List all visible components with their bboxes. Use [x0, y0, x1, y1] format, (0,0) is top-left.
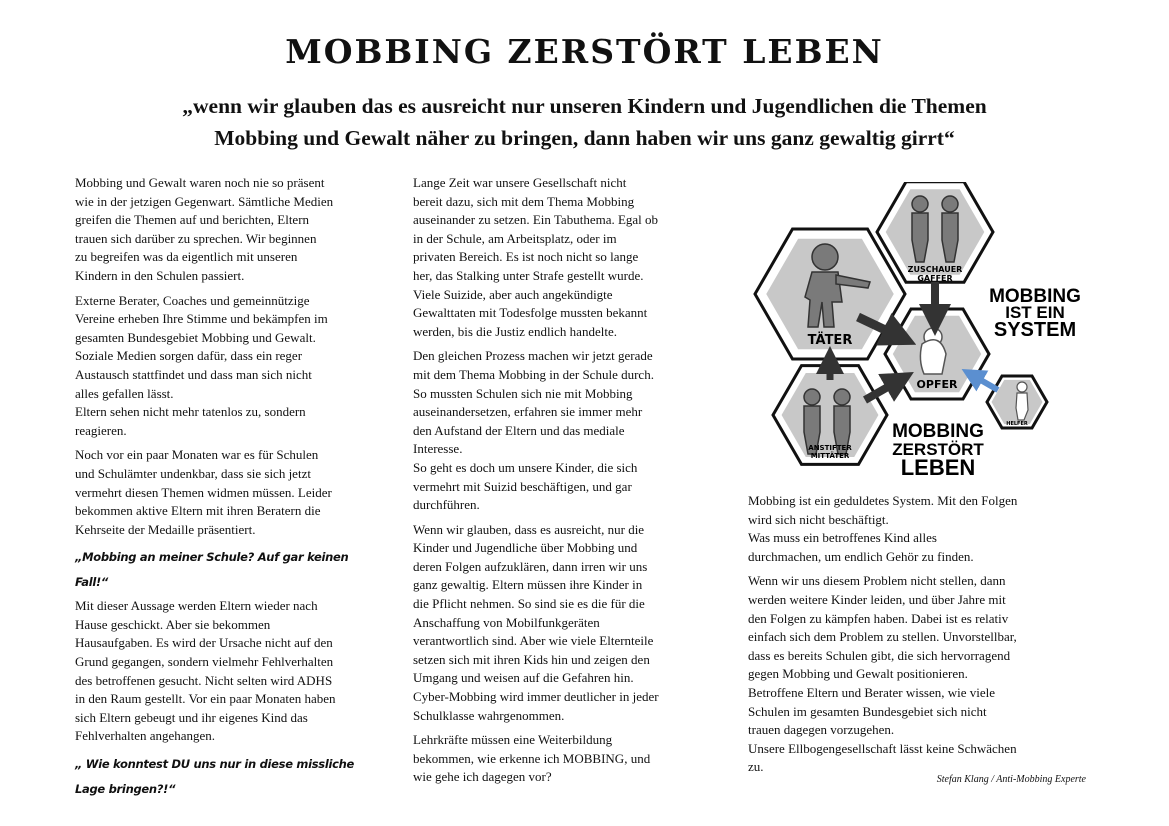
text-line: vermehrt mit Suizid beschäftigen, und gar	[413, 478, 632, 494]
label-helfer: HELFER	[1006, 421, 1028, 427]
text-line: setzen sich mit ihren Kids hin und zeigen den	[413, 651, 650, 667]
text-line: reagieren.	[75, 422, 127, 438]
paragraph	[413, 347, 733, 514]
slogan-system-line: SYSTEM	[993, 319, 1077, 341]
text-line: werden weitere Kinder leiden, und über Jahre mit	[748, 591, 1006, 607]
pull-quote	[75, 752, 400, 802]
text-line: Noch vor ein paar Monaten war es für Schulen	[75, 447, 319, 463]
text-line: Kinder und Jugendliche über Mobbing und	[413, 540, 638, 556]
paragraph	[748, 492, 1093, 566]
mobbing-system-diagram	[750, 182, 1090, 482]
subtitle-line: Mobbing und Gewalt näher zu bringen, dann haben wir uns ganz gewaltig girrt“	[214, 126, 955, 150]
text-line: sich Eltern gebeugt und ihr eigenes Kind das	[75, 709, 308, 725]
text-line: zu begreifen was da eigentlich mit unseren	[75, 249, 298, 265]
text-line: werden, bis die Justiz endlich handelte.	[413, 323, 617, 339]
slogan-system-line: IST EIN	[1005, 303, 1065, 322]
text-line: Anschaffung von Mobilfunkgeräten	[413, 614, 600, 630]
helper-figure-icon	[1016, 382, 1028, 420]
text-line: Hause geschickt. Aber sie bekommen	[75, 616, 271, 632]
text-line: den Aufstand der Eltern und das mediale	[413, 422, 625, 438]
label-zuschauer: ZUSCHAUER	[907, 265, 963, 274]
text-line: her, das Stalking unter Strafe gestellt wurde.	[413, 267, 644, 283]
text-line: Grund gegangen, sondern vielmehr Fehlverhalten	[75, 654, 334, 670]
text-line: Betroffene Eltern und Berater wissen, wie viele	[748, 684, 996, 700]
label-anstifter: ANSTIFTER	[808, 444, 852, 452]
text-line: Unsere Ellbogengesellschaft lässt keine Schwächen	[748, 740, 1017, 756]
text-line: Viele Suizide, aber auch angekündigte	[413, 286, 613, 302]
text-line: Interesse.	[413, 441, 463, 457]
text-line: Hausaufgaben. Es wird der Ursache nicht auf den	[75, 635, 333, 651]
text-line: alles gefallen lässt.	[75, 385, 174, 401]
text-line: Den gleichen Prozess machen wir jetzt gerade	[413, 348, 653, 364]
text-line: Schulen im gesamten Bundesgebiet sich nicht	[748, 703, 987, 719]
column-middle	[413, 174, 733, 793]
text-line: Soziale Medien sorgen dafür, dass ein reger	[75, 348, 303, 364]
page-title: MOBBING ZERSTÖRT LEBEN	[285, 32, 884, 71]
text-line: Kehrseite der Medaille präsentiert.	[75, 521, 256, 537]
text-line: zu.	[748, 759, 764, 775]
text-line: bekommen, wie erkenne ich MOBBING, und	[413, 750, 651, 766]
text-line: Umgang und weisen auf die Gefahren hin.	[413, 670, 634, 686]
slogan-leben-line: ZERSTÖRT	[892, 440, 984, 459]
subtitle-quote	[0, 90, 1169, 154]
paragraph	[413, 521, 733, 726]
text-line: Wenn wir uns diesem Problem nicht stellen, dann	[748, 573, 1006, 589]
text-line: Externe Berater, Coaches und gemeinnützige	[75, 292, 310, 308]
label-mittaeter: MITTÄTER	[810, 452, 850, 460]
text-line: mit dem Thema Mobbing in der Schule durch.	[413, 366, 654, 382]
text-line: dass es bereits Schulen gibt, die sich hervorragend	[748, 647, 1011, 663]
text-line: Mobbing ist ein geduldetes System. Mit den Folgen	[748, 493, 1018, 508]
text-line: vermehrt diesen Themen widmen müssen. Leider	[75, 484, 332, 500]
text-line: verantwortlich sind. Aber wie viele Elternteile	[413, 633, 654, 649]
paragraph	[413, 731, 733, 787]
text-line: die Pflicht nehmen. So sind sie es die für die	[413, 596, 645, 612]
text-line: Wenn wir glauben, dass es ausreicht, nur die	[413, 521, 645, 537]
text-line: Was muss ein betroffenes Kind alles	[748, 530, 937, 546]
text-line: durchmachen, um endlich Gehör zu finden.	[748, 548, 974, 564]
text-line: bereit dazu, sich mit dem Thema Mobbing	[413, 193, 635, 209]
text-line: Mit dieser Aussage werden Eltern wieder nach	[75, 598, 318, 614]
paragraph	[748, 572, 1093, 777]
text-line: und Schulämter undenkbar, dass sie sich jetzt	[75, 465, 311, 481]
pull-quote	[75, 545, 400, 595]
slogan-system-line: MOBBING	[989, 286, 1081, 307]
text-line: auseinandersetzen, erfahren sie immer mehr	[413, 404, 643, 420]
text-line: gesamten Bundesgebiet Mobbing und Gewalt.	[75, 329, 316, 345]
label-taeter: TÄTER	[807, 333, 853, 348]
text-line: wird sich nicht beschäftigt.	[748, 511, 889, 527]
helper-arrow-icon	[972, 375, 998, 390]
text-line: So geht es doch um unsere Kinder, die sich	[413, 459, 638, 475]
text-line: Cyber-Mobbing wird immer deutlicher in jeder	[413, 689, 659, 705]
text-line: einfach sich dem Problem zu stellen. Unvorstellbar,	[748, 629, 1017, 645]
text-line: privaten Bereich. Es ist noch nicht so lange	[413, 249, 639, 265]
paragraph	[75, 597, 400, 746]
text-line: Schulklasse wahrgenommen.	[413, 707, 565, 723]
text-line: trauen dagegen vorzugehen.	[748, 722, 895, 738]
author-signature: Stefan Klang / Anti-Mobbing Experte	[936, 774, 1086, 785]
text-line: So mussten Schulen sich nie mit Mobbing	[413, 385, 633, 401]
text-line: Austausch stattfindet und dass man sich nicht	[75, 366, 312, 382]
slogan-leben-line: MOBBING	[892, 421, 984, 442]
text-line: den Folgen zu kämpfen haben. Dabei ist es relativ	[748, 610, 1009, 626]
text-line: „ Wie konntest DU uns nur in diese missliche	[75, 757, 355, 772]
text-line: bekommen aktive Eltern mit ihren Beratern die	[75, 503, 321, 519]
text-line: deren Folgen aufzuklären, dann irren wir uns	[413, 558, 648, 574]
victim-figure-icon	[920, 328, 946, 374]
text-line: Lage bringen?!“	[75, 782, 176, 797]
paragraph	[75, 174, 400, 286]
text-line: trauen sich darüber zu sprechen. Wir beginnen	[75, 230, 317, 246]
text-line: gegen Mobbing und Gewalt positionieren.	[748, 666, 968, 682]
text-line: „Mobbing an meiner Schule? Auf gar keinen	[75, 550, 349, 565]
text-line: Gewalttaten mit Todesfolge mussten bekannt	[413, 305, 648, 321]
text-line: Lehrkräfte müssen eine Weiterbildung	[413, 732, 613, 748]
label-opfer: OPFER	[916, 378, 958, 391]
text-line: Kindern in den Schulen passiert.	[75, 267, 245, 283]
text-line: wie gehe ich dagegen vor?	[413, 769, 552, 785]
text-line: wie in der jetzigen Gegenwart. Sämtliche Medien	[75, 193, 334, 209]
text-line: durchführen.	[413, 497, 480, 513]
column-left	[75, 174, 400, 804]
label-gaffer: GAFFER	[917, 274, 953, 283]
column-right	[748, 492, 1093, 783]
paragraph	[75, 292, 400, 441]
text-line: ganz gewaltig. Eltern müssen ihre Kinder in	[413, 577, 643, 593]
text-line: in der Schule, am Arbeitsplatz, oder im	[413, 230, 617, 246]
text-line: des betroffenen gesucht. Nicht selten wird ADHS	[75, 672, 333, 688]
text-line: in den Raum gestellt. Vor ein paar Monaten haben	[75, 691, 336, 707]
subtitle-line: „wenn wir glauben das es ausreicht nur unseren Kindern und Jugendlichen die Themen	[182, 94, 987, 118]
slogan-leben-line: LEBEN	[900, 455, 976, 480]
text-line: Vereine erheben Ihre Stimme und bekämpfen im	[75, 311, 328, 327]
text-line: Lange Zeit war unsere Gesellschaft nicht	[413, 175, 627, 190]
text-line: Mobbing und Gewalt waren noch nie so präsent	[75, 175, 325, 190]
text-line: Fall!“	[75, 575, 109, 590]
paragraph	[413, 174, 733, 341]
paragraph	[75, 446, 400, 539]
text-line: greifen die Themen auf und berichten, Eltern	[75, 212, 310, 228]
text-line: Fehlverhalten angehangen.	[75, 728, 216, 744]
text-line: Eltern sehen nicht mehr tatenlos zu, sondern	[75, 404, 306, 420]
text-line: auseinander zu setzen. Ein Tabuthema. Egal ob	[413, 212, 659, 228]
